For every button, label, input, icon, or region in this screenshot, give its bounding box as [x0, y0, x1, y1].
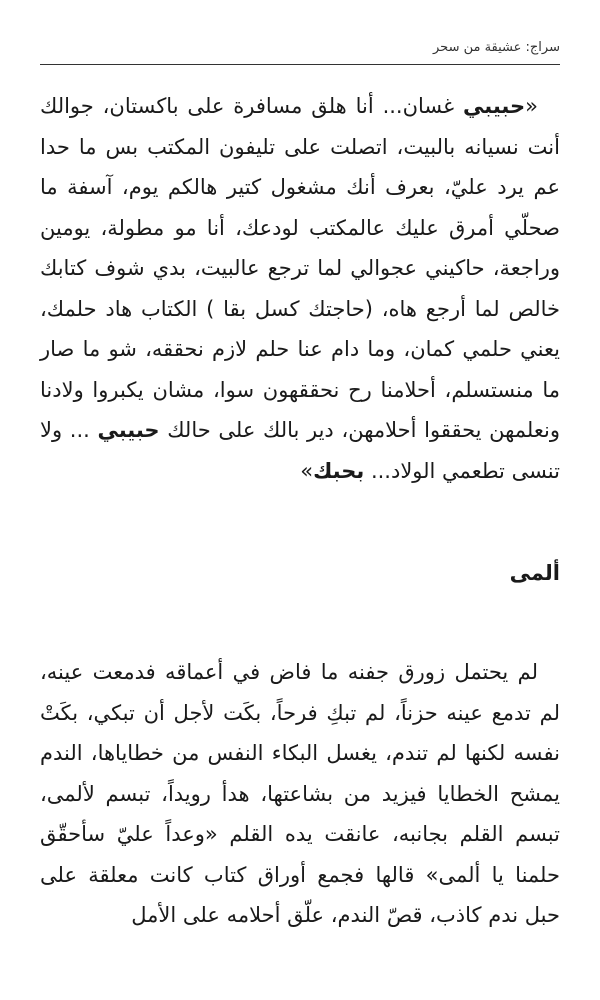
letter-main-text: غسان... أنا هلق مسافرة على باكستان، جوالك أنت نسيانه بالبيت، اتصلت على تليفون المكتب بس ما حدا عم يرد عليّ، بعرف أنك مشغول كتير هالكم يوم، آسفة ما صحلّي أمرق عليك عالمكتب لودعك، أنا مو مطولة، يومين وراجعة، حاكيني عجوالي لما ترجع عالبيت، بدي شوف كتابك خالص لما أرجع هاه، (حاجتك كسل بقا ) الكتاب هاد حلمك، يعني حلمي كمان، وما دام عنا حلم لازم نحققه، شو ما صار ما منستسلم، أحلامنا رح نحققهون سوا، مشان يكبروا ولادنا ونعلمهن يحققوا أحلامهن، دير بالك على حالك [40, 94, 560, 442]
section-title: ألمى [509, 561, 560, 585]
closing-bold-bahebak: بحبك [313, 458, 365, 483]
letter-paragraph [40, 86, 560, 491]
closing-bold-habibi: حبيبي [97, 418, 160, 442]
narrative-paragraph: لم يحتمل زورق جفنه ما فاض في أعماقه فدمعت عينه، لم تدمع عينه حزناً، لم تبكِ فرحاً، بكَت لأجل أن تبكي، بكَتْ نفسه لكنها لم تندم، يغسل البكاء النفس من خطاياها، الندم يمشح الخطايا فيزيد من بشاعتها، هدأ رويداً، تبسم لألمى، تبسم القلم بجانبه، عانقت يده القلم «وعداً عليّ سأحقّق حلمنا يا ألمى» قالها فجمع أوراق كتاب كانت معلقة على حبل ندم كاذب، قصّ الندم، علّق أحلامه على الأمل [40, 660, 560, 927]
letter-text-block [40, 86, 560, 491]
greeting-bold: حبيبي [463, 94, 526, 118]
open-quote: « [525, 94, 538, 118]
close-quote: » [300, 458, 314, 483]
narrative-text-block [40, 652, 560, 936]
running-header: سراج: عشيقة من سحر [40, 38, 560, 65]
letter-middle-text: ... ولا تنسى تطعمي الولاد... [40, 418, 560, 483]
